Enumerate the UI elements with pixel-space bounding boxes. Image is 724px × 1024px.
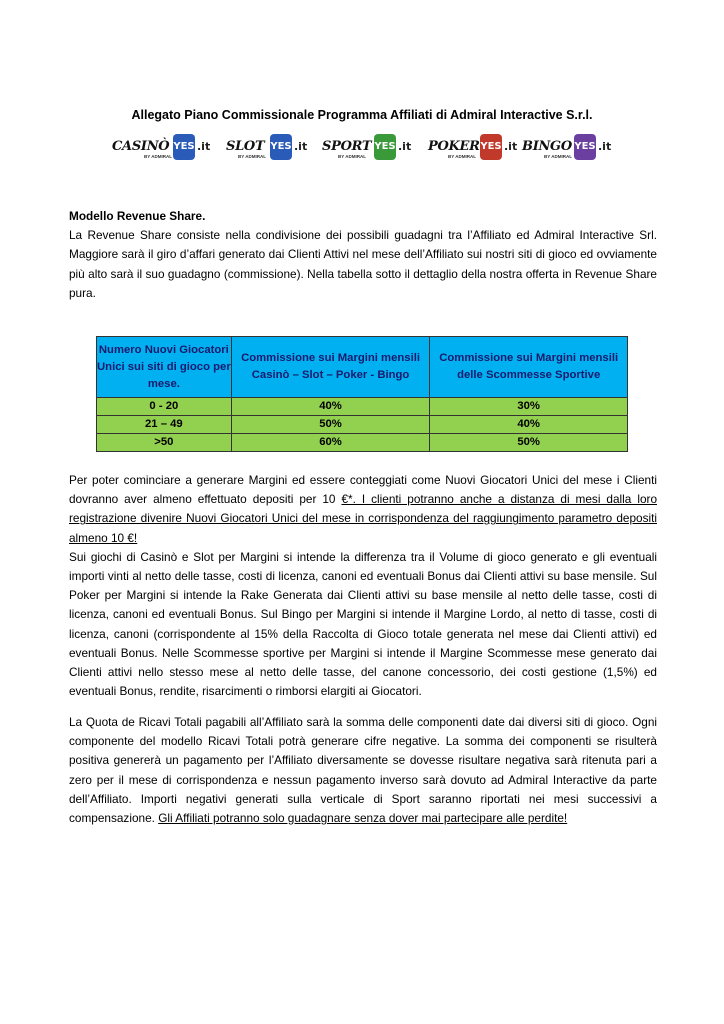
logo-slot [224, 133, 314, 167]
yes-badge-icon: YES [480, 134, 502, 160]
yes-badge-icon: YES [374, 134, 396, 160]
intro-paragraph: La Revenue Share consiste nella condivisione dei possibili guadagni tra l’Affiliato ed Admiral Interactive Srl. Maggiore sarà il giro d’affari generato dai Clienti Attivi nel mese dell’Affiliato sui nostri siti di gioco ed ovviamente più alto sarà il suo guadagno (commissione). Nella tabella sotto il dettaglio della nostra offerta in Revenue Share pura. [69, 228, 657, 300]
logo-bingo [522, 133, 620, 167]
revenue-section [69, 713, 657, 828]
table-cell: >50 [97, 434, 232, 452]
logo-sub: BY ADMIRAL [238, 154, 266, 159]
logo-sub: BY ADMIRAL [144, 154, 172, 159]
revenue-text: La Quota de Ricavi Totali pagabili all’Affiliato sarà la somma delle componenti date dai diversi siti di gioco. Ogni componente del modello Ricavi Totali potrà generare cifre negative. La somma dei componenti se risulterà positiva genererà un pagamento per l’Affiliato diversamente se dovesse risultare negativa sarà ritenuta pari a zero per il mese di corrispondenza e nessun pagamento inverso sarà dovuto ad Admiral Interactive da parte dell’Affiliato. Importi negativi generati sulla verticale di Sport saranno riportati nei mesi successivi a compensazione. [69, 715, 657, 826]
logo-sport [320, 133, 420, 167]
brand-logos [110, 133, 620, 167]
logo-tld: .it [598, 140, 612, 153]
header-players: Numero Nuovi Giocatori Unici sui siti di gioco per mese. [97, 337, 232, 398]
logo-sub: BY ADMIRAL [448, 154, 476, 159]
logo-word: CASINÒ [112, 139, 170, 154]
table-cell: 21 – 49 [97, 416, 232, 434]
deposit-underlined-text: €*. I clienti potranno anche a distanza di mesi dalla loro registrazione divenire Nuovi Giocatori Unici del mese in corrispondenza del raggiungimento parametro depositi almeno 10 €! [69, 492, 658, 545]
header-sport-commission: Commissione sui Margini mensili delle Scommesse Sportive [430, 337, 628, 398]
document-title: Allegato Piano Commissionale Programma Affiliati di Admiral Interactive S.r.l. [131, 108, 593, 122]
header-casino-commission: Commissione sui Margini mensili Casinò – Slot – Poker - Bingo [231, 337, 430, 398]
conditions-section [69, 471, 657, 701]
logo-tld: .it [197, 140, 211, 153]
yes-badge-icon: YES [270, 134, 292, 160]
table-cell: 30% [430, 398, 628, 416]
margins-paragraph: Sui giochi di Casinò e Slot per Margini si intende la differenza tra il Volume di gioco generato e gli eventuali importi vinti al netto delle tasse, costi di licenza, canoni ed eventuali Bonus dai Clienti attivi su base mensile. Sul Poker per Margini si intende la Rake Generata dai Clienti attivi su base mensile al netto delle tasse, costi di licenza, canoni ed eventuali Bonus. Sul Bingo per Margini si intende il Margine Lordo, al netto di tasse, costi di licenza, canoni (corrispondente al 15% della Raccolta di Gioco totale generata nel mese dai Clienti attivi) ed eventuali Bonus. Nelle Scommesse sportive per Margini si intende il Margine Scommesse mese generato dai Clienti attivi nello stesso mese al netto delle tasse, del canone concessorio, dei costi gestione (1,5%) ed eventuali Bonus, rendite, risarcimenti o rimborsi elargiti ai Giocatori. [69, 549, 657, 699]
logo-word: BINGO [522, 139, 572, 154]
section-heading: Modello Revenue Share. [69, 209, 206, 223]
table-cell: 40% [430, 416, 628, 434]
table-header-row [97, 337, 628, 398]
logo-word: SPORT [322, 139, 372, 154]
logo-word: SLOT [226, 139, 265, 154]
table-row [97, 416, 628, 434]
table-cell: 50% [430, 434, 628, 452]
table-cell: 60% [231, 434, 430, 452]
yes-badge-icon: YES [574, 134, 596, 160]
logo-sub: BY ADMIRAL [338, 154, 366, 159]
deposit-text: Per poter cominciare a generare Margini ed essere conteggiati come Nuovi Giocatori Unici del mese i Clienti dovranno aver almeno effettuato depositi per 10 [69, 473, 657, 507]
logo-tld: .it [504, 140, 518, 153]
commission-table [96, 336, 628, 452]
revenue-underlined-text: Gli Affiliati potranno solo guadagnare senza dover mai partecipare alle perdite! [158, 811, 568, 826]
logo-casino [110, 133, 210, 167]
table-cell: 40% [231, 398, 430, 416]
table-row [97, 434, 628, 452]
logo-sub: BY ADMIRAL [544, 154, 572, 159]
table-cell: 0 - 20 [97, 398, 232, 416]
yes-badge-icon: YES [173, 134, 195, 160]
logo-tld: .it [398, 140, 412, 153]
intro-section [69, 207, 657, 303]
logo-tld: .it [294, 140, 308, 153]
revenue-paragraph [69, 713, 657, 828]
table-cell: 50% [231, 416, 430, 434]
logo-poker [426, 133, 526, 167]
logo-word: POKER [428, 139, 480, 154]
table-row [97, 398, 628, 416]
deposit-paragraph [69, 471, 657, 548]
